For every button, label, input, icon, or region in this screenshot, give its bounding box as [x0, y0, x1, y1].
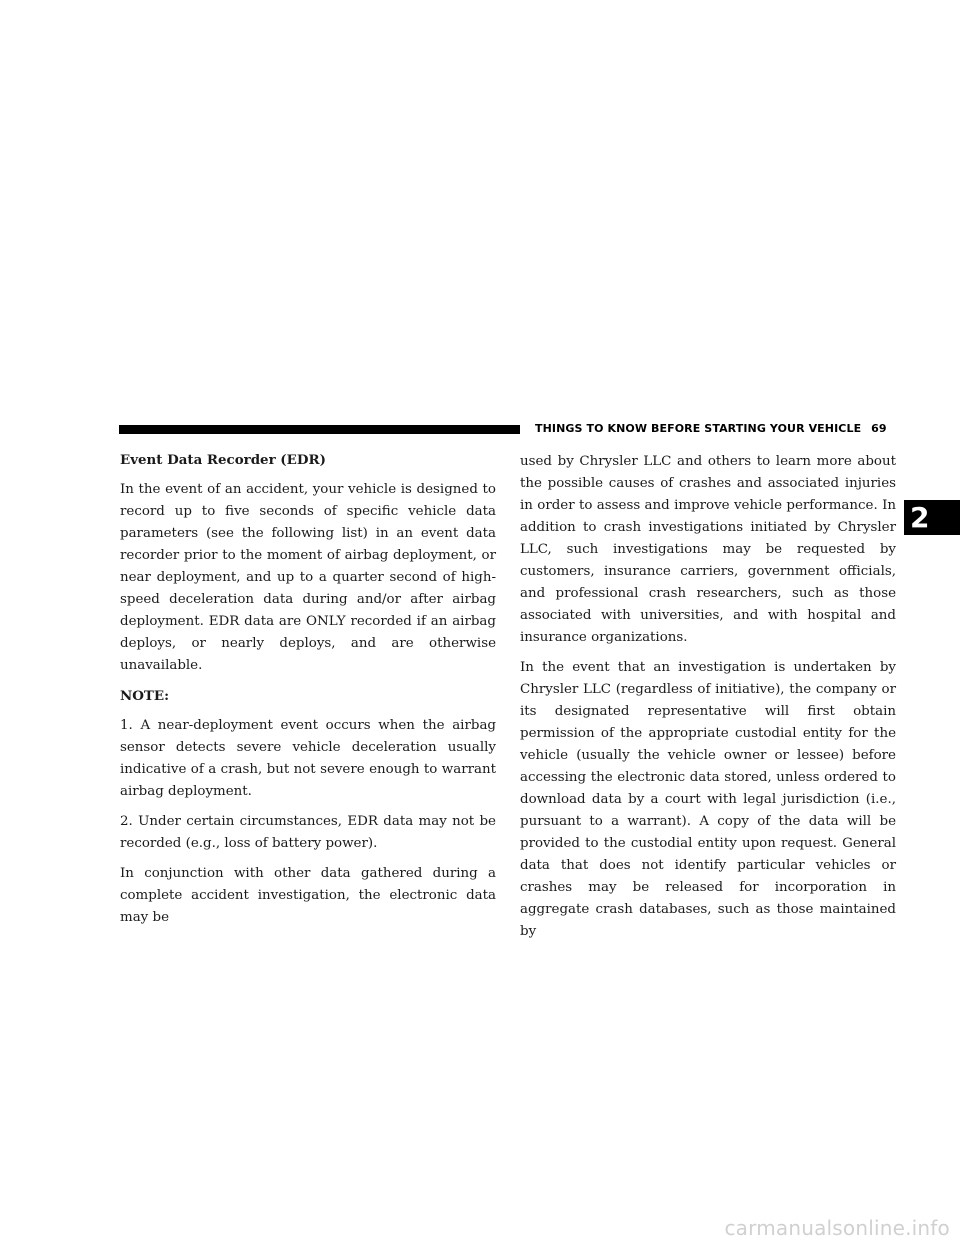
page-number: 69: [871, 422, 887, 435]
conjunction-paragraph: In conjunction with other data gathered during a complete accident investigation, the electronic data may be: [120, 866, 496, 925]
investigation-paragraph: In the event that an investigation is undertaken by Chrysler LLC (regardless of initiative), the company or its designated representative will first obtain permission of the appropriate custodial entity for the vehicle (usually the vehicle owner or lessee) before accessing the electronic data stored, unless ordered to download data by a court with legal jurisdiction (i.e., pursuant to a warrant). A copy of the data will be provided to the custodial entity upon request. General data that does not identify particular vehicles or crashes may be released for incorporation in aggregate crash databases, such as those maintained by: [520, 660, 896, 939]
header-rule: [119, 425, 520, 434]
section-title: THINGS TO KNOW BEFORE STARTING YOUR VEHICLE: [535, 422, 862, 435]
note-label: NOTE:: [120, 688, 170, 704]
intro-paragraph: In the event of an accident, your vehicle is designed to record up to five seconds of specific vehicle data parameters (see the following list) in an event data recorder prior to the moment of airbag deployment, or near deployment, and up to a quarter second of high-speed deceleration data during and/or after airbag deployment. EDR data are ONLY recorded if an airbag deploys, or nearly deploys, and are otherwise unavailable.: [120, 482, 496, 673]
note-item-1: 1. A near-deployment event occurs when the airbag sensor detects severe vehicle deceleration usually indicative of a crash, but not severe enough to warrant airbag deployment.: [120, 718, 496, 799]
chapter-tab: 2: [904, 500, 960, 535]
running-header: [535, 421, 887, 437]
right-column: [520, 451, 896, 951]
watermark-link[interactable]: carmanualsonline.info: [724, 1216, 950, 1240]
section-heading: Event Data Recorder (EDR): [120, 452, 326, 468]
note-item-2: 2. Under certain circumstances, EDR data may not be recorded (e.g., loss of battery power).: [120, 814, 496, 851]
left-column: [120, 449, 496, 937]
continuation-paragraph: used by Chrysler LLC and others to learn more about the possible causes of crashes and associated injuries in order to assess and improve vehicle performance. In addition to crash investigations initiated by Chrysler LLC, such investigations may be requested by customers, insurance carriers, government officials, and professional crash researchers, such as those associated with universities, and with hospital and insurance organizations.: [520, 454, 896, 645]
